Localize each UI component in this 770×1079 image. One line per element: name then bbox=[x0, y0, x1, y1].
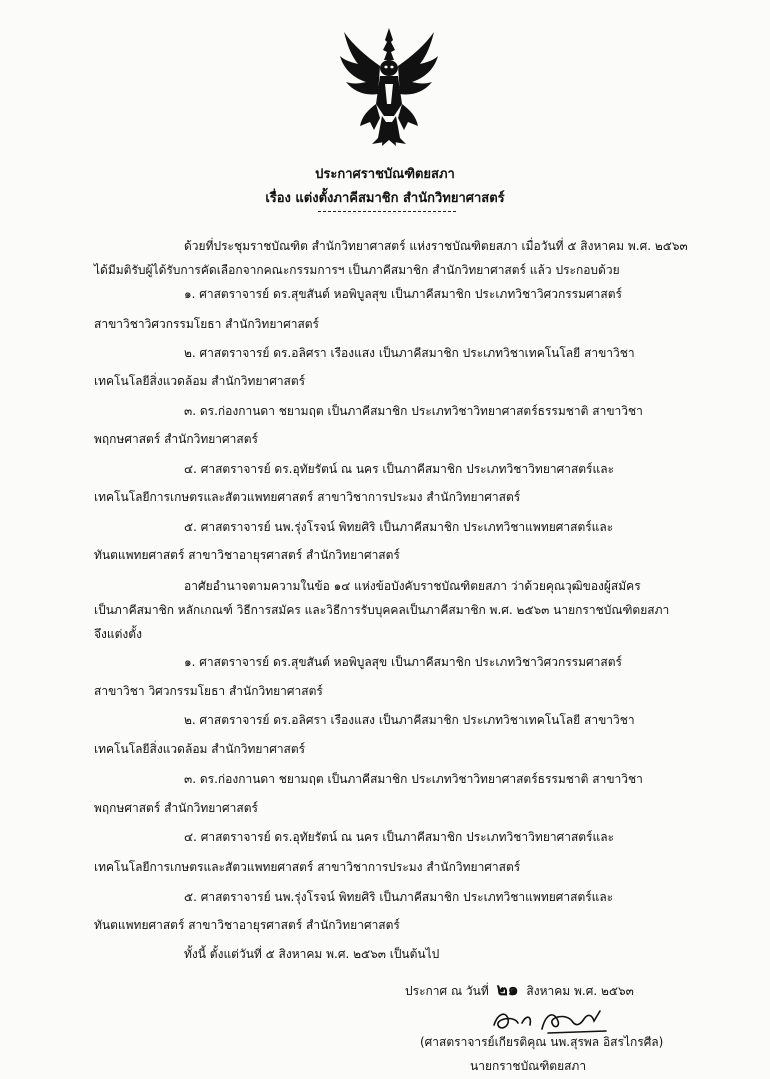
appointee-item-line: ๓. ดร.ก่องกานดา ชยามฤต เป็นภาคีสมาชิก ประเภทวิชาวิทยาศาสตร์ธรรมชาติ สาขาวิชา bbox=[184, 772, 643, 786]
authority-line: อาศัยอำนาจตามความในข้อ ๑๔ แห่งข้อบังคับราชบัณฑิตยสภา ว่าด้วยคุณวุฒิของผู้สมัคร bbox=[184, 579, 641, 593]
authority-line: เป็นภาคีสมาชิก หลักเกณฑ์ วิธีการสมัคร และวิธีการรับบุคคลเป็นภาคีสมาชิก พ.ศ. ๒๕๖๓ นายกราชบัณฑิตยสภา bbox=[94, 603, 670, 617]
announced-month-year: สิงหาคม พ.ศ. ๒๕๖๓ bbox=[526, 984, 634, 998]
appointee-item-line: ๕. ศาสตราจารย์ นพ.รุ่งโรจน์ พิทยศิริ เป็นภาคีสมาชิก ประเภทวิชาแพทยศาสตร์และ bbox=[184, 890, 614, 904]
appointee-item-line: เทคโนโลยีการเกษตรและสัตวแพทยศาสตร์ สาขาวิชาการประมง สำนักวิทยาศาสตร์ bbox=[94, 860, 521, 874]
member-item-line: ทันตแพทยศาสตร์ สาขาวิชาอายุรศาสตร์ สำนักวิทยาศาสตร์ bbox=[94, 548, 400, 562]
member-item-line: พฤกษศาสตร์ สำนักวิทยาศาสตร์ bbox=[94, 432, 258, 446]
title-divider bbox=[318, 211, 456, 212]
announcement-title: ประกาศราชบัณฑิตยสภา bbox=[315, 167, 455, 182]
member-item-line: ๔. ศาสตราจารย์ ดร.อุทัยรัตน์ ณ นคร เป็นภาคีสมาชิก ประเภทวิชาวิทยาศาสตร์และ bbox=[184, 462, 615, 476]
announcement-subject: เรื่อง แต่งตั้งภาคีสมาชิก สำนักวิทยาศาสตร์ bbox=[265, 191, 505, 206]
member-item-line: ๕. ศาสตราจารย์ นพ.รุ่งโรจน์ พิทยศิริ เป็นภาคีสมาชิก ประเภทวิชาแพทยศาสตร์และ bbox=[184, 520, 614, 534]
appointee-item-line: ๒. ศาสตราจารย์ ดร.อลิศรา เรืองแสง เป็นภาคีสมาชิก ประเภทวิชาเทคโนโลยี สาขาวิชา bbox=[184, 713, 635, 727]
appointee-item-line: ๑. ศาสตราจารย์ ดร.สุขสันต์ หอพิบูลสุข เป็นภาคีสมาชิก ประเภทวิชาวิศวกรรมศาสตร์ bbox=[184, 655, 622, 669]
announcement-date bbox=[405, 982, 634, 999]
member-item-line: เทคโนโลยีการเกษตรและสัตวแพทยศาสตร์ สาขาวิชาการประมง สำนักวิทยาศาสตร์ bbox=[94, 490, 521, 504]
intro-line: ได้มีมติรับผู้ได้รับการคัดเลือกจากคณะกรรมการฯ เป็นภาคีสมาชิก สำนักวิทยาศาสตร์ แล้ว ประกอบด้วย bbox=[94, 263, 620, 277]
announced-prefix: ประกาศ ณ วันที่ bbox=[405, 984, 489, 998]
signer-position: นายกราชบัณฑิตยสภา bbox=[470, 1059, 587, 1073]
signature-icon bbox=[488, 1003, 618, 1037]
member-item-line: เทคโนโลยีสิ่งแวดล้อม สำนักวิทยาศาสตร์ bbox=[94, 374, 306, 388]
announced-day: ๒๑ bbox=[496, 980, 519, 1000]
appointee-item-line: ทันตแพทยศาสตร์ สาขาวิชาอายุรศาสตร์ สำนักวิทยาศาสตร์ bbox=[94, 918, 400, 932]
effective-date: ทั้งนี้ ตั้งแต่วันที่ ๕ สิงหาคม พ.ศ. ๒๕๖๓ เป็นต้นไป bbox=[184, 947, 440, 961]
appointee-item-line: สาขาวิชา วิศวกรรมโยธา สำนักวิทยาศาสตร์ bbox=[94, 684, 323, 698]
member-item-line: สาขาวิชาวิศวกรรมโยธา สำนักวิทยาศาสตร์ bbox=[94, 317, 320, 331]
member-item-line: ๓. ดร.ก่องกานดา ชยามฤต เป็นภาคีสมาชิก ประเภทวิชาวิทยาศาสตร์ธรรมชาติ สาขาวิชา bbox=[184, 404, 643, 418]
intro-line: ด้วยที่ประชุมราชบัณฑิต สำนักวิทยาศาสตร์ แห่งราชบัณฑิตยสภา เมื่อวันที่ ๕ สิงหาคม พ.ศ. ๒๕๖๓ bbox=[184, 239, 688, 253]
signer-name: (ศาสตราจารย์เกียรติคุณ นพ.สุรพล อิสรไกรศีล) bbox=[420, 1035, 664, 1049]
appointee-item-line: ๔. ศาสตราจารย์ ดร.อุทัยรัตน์ ณ นคร เป็นภาคีสมาชิก ประเภทวิชาวิทยาศาสตร์และ bbox=[184, 830, 615, 844]
appointee-item-line: เทคโนโลยีสิ่งแวดล้อม สำนักวิทยาศาสตร์ bbox=[94, 742, 306, 756]
member-item-line: ๑. ศาสตราจารย์ ดร.สุขสันต์ หอพิบูลสุข เป็นภาคีสมาชิก ประเภทวิชาวิศวกรรมศาสตร์ bbox=[184, 287, 622, 301]
authority-line: จึงแต่งตั้ง bbox=[94, 627, 142, 641]
member-item-line: ๒. ศาสตราจารย์ ดร.อลิศรา เรืองแสง เป็นภาคีสมาชิก ประเภทวิชาเทคโนโลยี สาขาวิชา bbox=[184, 346, 635, 360]
garuda-emblem-icon bbox=[336, 26, 442, 148]
appointee-item-line: พฤกษศาสตร์ สำนักวิทยาศาสตร์ bbox=[94, 801, 258, 815]
